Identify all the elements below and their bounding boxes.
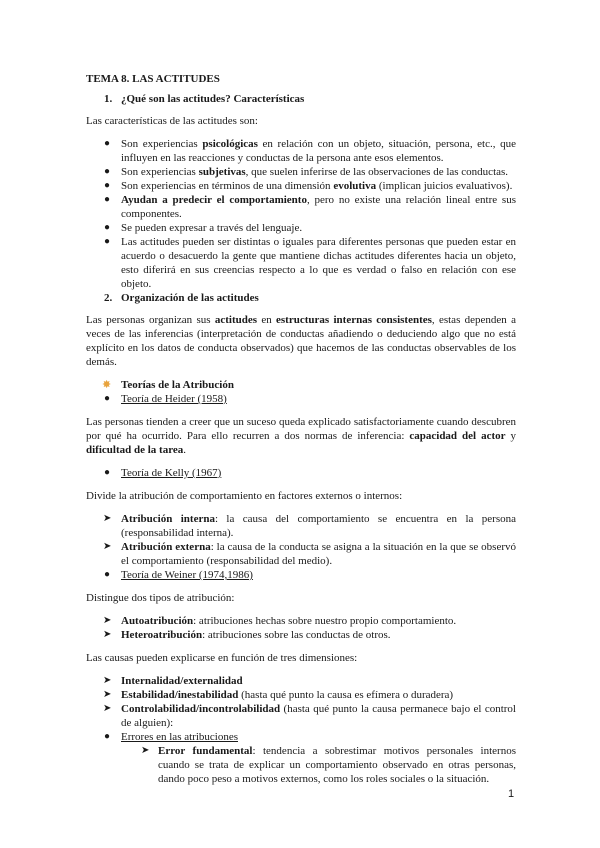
list-item: ● Son experiencias en términos de una dimensión evolutiva (implican juicios evaluativos). <box>104 180 513 192</box>
arrow-bullet-icon: ➤ <box>103 513 112 524</box>
list-item: ➤ Internalidad/externalidad <box>103 675 243 687</box>
list-item: ➤ Controlabilidad/incontrolabilidad (hasta qué punto la causa permanece bajo el control de alguien): <box>103 703 516 729</box>
arrow-bullet-icon: ➤ <box>103 541 112 552</box>
list-item: ● Ayudan a predecir el comportamiento, pero no existe una relación lineal entre sus componentes. <box>104 194 516 220</box>
bullet-icon: ● <box>104 731 111 742</box>
intro-text: Las características de las actitudes son: <box>86 115 258 127</box>
heider-theory: ● Teoría de Heider (1958) <box>104 393 227 405</box>
bullet-icon: ● <box>104 180 111 191</box>
bullet-icon: ● <box>104 166 111 177</box>
list-item: ➤ Atribución externa: la causa de la conducta se asigna a la situación en la que se observó el comportamiento (responsabilidad del medio). <box>103 541 516 567</box>
page-number: 1 <box>508 788 515 800</box>
causes-paragraph: Las causas pueden explicarse en función de tres dimensiones: <box>86 652 358 664</box>
errors-item: ● Errores en las atribuciones <box>104 731 238 743</box>
bullet-icon: ● <box>104 236 111 247</box>
arrow-bullet-icon: ➤ <box>141 745 150 756</box>
organization-paragraph: Las personas organizan sus actitudes en estructuras internas consistentes, estas dependen a veces de las inferencias (interpretación de conductas añadiendo o deduciendo algo que no está explícito en los datos de conducta observados) que hacemos de las conductas observables de los demás. <box>86 314 516 368</box>
list-item: ➤ Atribución interna: la causa del comportamiento se encuentra en la persona (responsabilidad interna). <box>103 513 516 539</box>
arrow-bullet-icon: ➤ <box>103 675 112 686</box>
bullet-icon: ● <box>104 194 111 205</box>
heider-paragraph: Las personas tienden a creer que un suceso queda explicado satisfactoriamente cuando descubren por qué ha ocurrido. Para ello recurren a dos normas de inferencia: capacidad del actor y dificultad de la tarea. <box>86 416 516 456</box>
arrow-bullet-icon: ➤ <box>103 689 112 700</box>
errors-sublist <box>86 744 516 786</box>
kelly-paragraph: Divide la atribución de comportamiento en factores externos o internos: <box>86 490 403 502</box>
list-item: ● Son experiencias subjetivas, que suelen inferirse de las observaciones de las conductas. <box>104 166 509 178</box>
attribution-types-list <box>86 614 516 642</box>
bullet-icon: ● <box>104 138 111 149</box>
dimensions-list <box>86 674 516 744</box>
list-item: ➤ Estabilidad/inestabilidad (hasta qué punto la causa es efímera o duradera) <box>103 689 454 701</box>
section-heading-1: 1. ¿Qué son las actitudes? Características <box>104 93 305 105</box>
section-heading-2: 2. Organización de las actitudes <box>104 292 259 304</box>
list-item: ● Se pueden expresar a través del lenguaje. <box>104 222 303 234</box>
arrow-bullet-icon: ➤ <box>103 703 112 714</box>
theories-heading: ✸ Teorías de la Atribución <box>102 379 234 391</box>
kelly-theory: ● Teoría de Kelly (1967) <box>104 467 222 479</box>
bullet-icon: ● <box>104 393 111 404</box>
attribution-list <box>86 512 516 582</box>
characteristics-list <box>86 137 516 291</box>
kelly-list <box>86 466 516 480</box>
document-content <box>86 62 516 786</box>
bullet-icon: ● <box>104 467 111 478</box>
bullet-icon: ● <box>104 222 111 233</box>
theories-list <box>86 378 516 406</box>
list-item: ➤ Error fundamental: tendencia a sobrestimar motivos personales internos cuando se trata de explicar un comportamiento observado en otras personas, dando poco peso a motivos externos, como los roles sociales o la situación. <box>141 745 516 785</box>
page-title: TEMA 8. LAS ACTITUDES <box>86 73 220 85</box>
bullet-icon: ● <box>104 569 111 580</box>
list-item: ➤ Heteroatribución: atribuciones sobre las conductas de otros. <box>103 629 391 641</box>
list-item: ● Las actitudes pueden ser distintas o iguales para diferentes personas que pueden estar en acuerdo o desacuerdo la gente que mantiene dichas actitudes diferentes hacia un objeto, esto diferirá en sus creencias respecto a lo que es verdad o falso en relación con ese objeto. <box>104 236 516 290</box>
list-item: ● Son experiencias psicológicas en relación con un objeto, situación, persona, etc., que influyen en las reacciones y conductas de la persona ante esos elementos. <box>104 138 516 164</box>
arrow-bullet-icon: ➤ <box>103 629 112 640</box>
weiner-theory: ● Teoría de Weiner (1974,1986) <box>104 569 253 581</box>
weiner-paragraph: Distingue dos tipos de atribución: <box>86 592 235 604</box>
list-item: ➤ Autoatribución: atribuciones hechas sobre nuestro propio comportamiento. <box>103 615 457 627</box>
star-bullet-icon: ✸ <box>102 379 112 391</box>
arrow-bullet-icon: ➤ <box>103 615 112 626</box>
